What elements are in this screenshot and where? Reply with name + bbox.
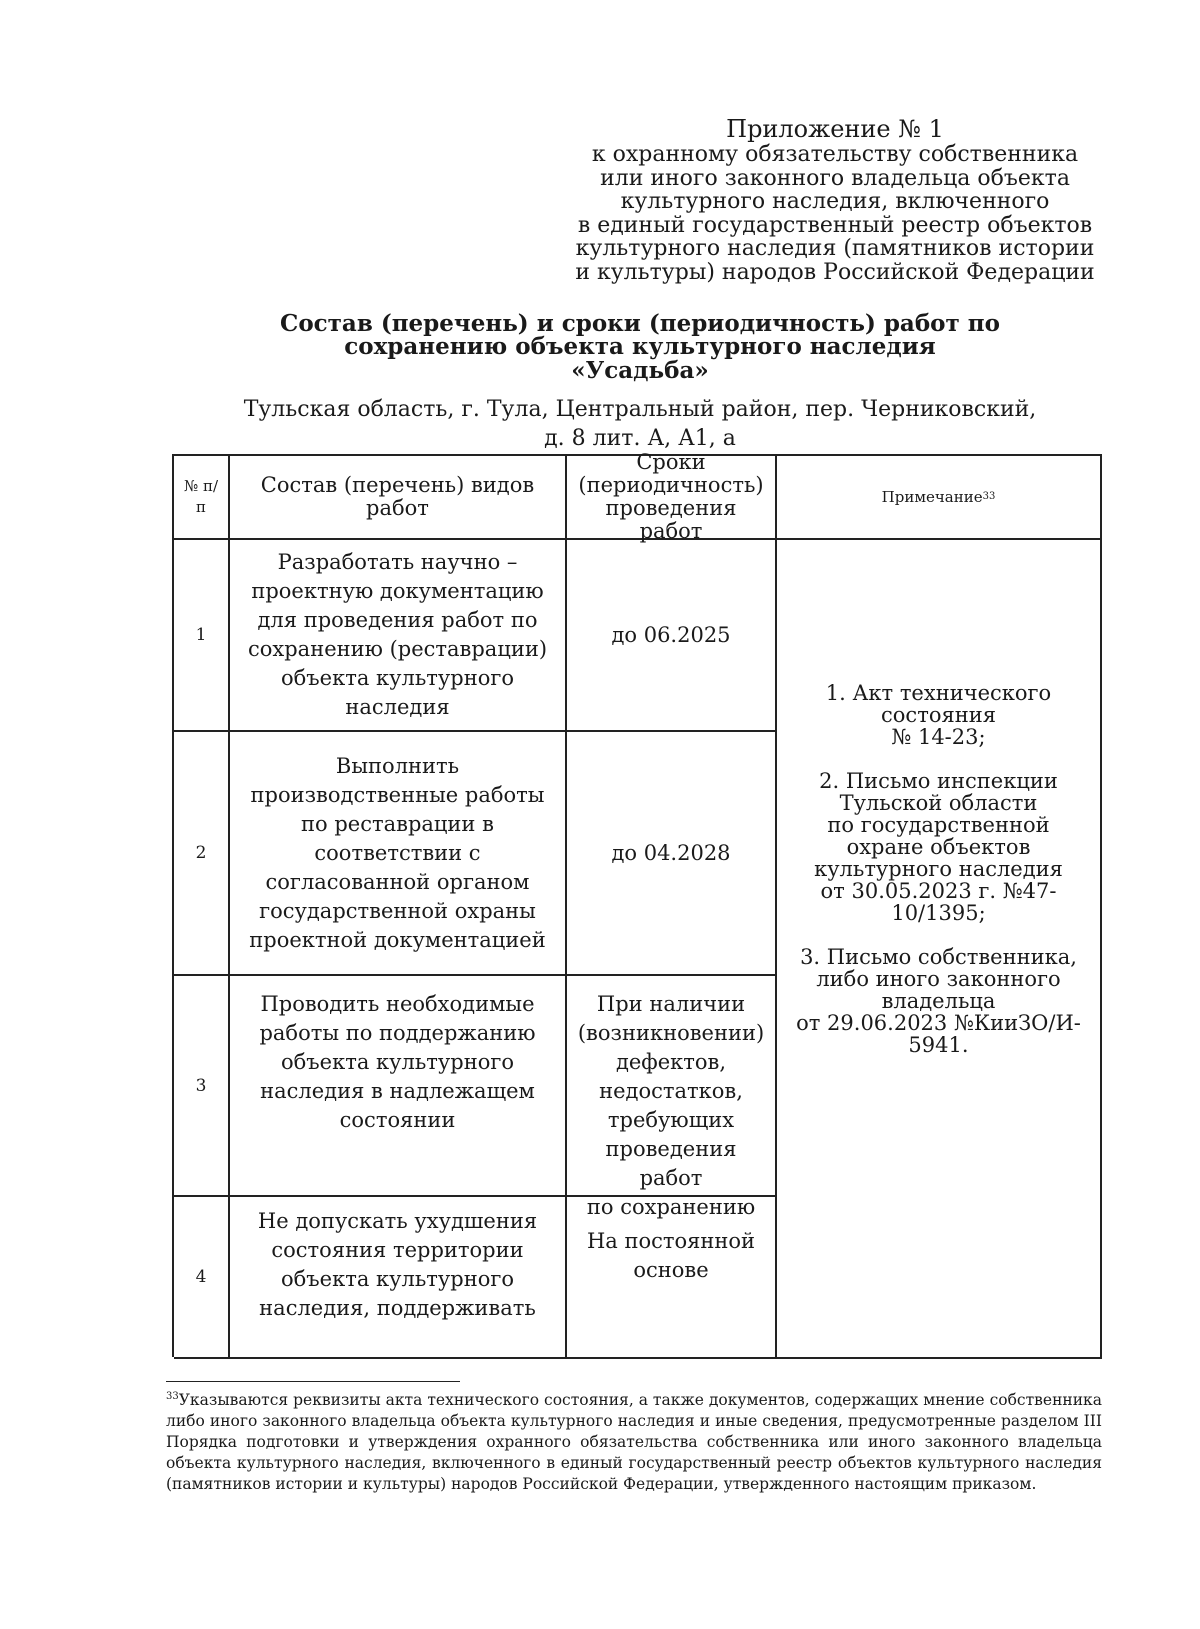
address-line-1: Тульская область, г. Тула, Центральный район, пер. Черниковский, [243, 397, 1037, 422]
object-name: «Усадьба» [571, 357, 709, 384]
document-title: Состав (перечень) и сроки (периодичность) работ по сохранению объекта культурного наследия [280, 310, 1000, 360]
row-4-terms: На постоянной основе [567, 1197, 777, 1359]
document-title-block [150, 312, 1130, 382]
note-cell: 1. Акт технического состояния № 14-23; 2. Письмо инспекции Тульской области по государственной охране объектов культурного наследия от 30.05.2023 г. №47- 10/1395; 3. Письмо собственника, либо иного законного владельца от 29.06.2023 №КииЗО/И- 5941. [777, 540, 1102, 1359]
row-3-num: 3 [174, 976, 230, 1197]
appendix-header [560, 116, 1110, 284]
appendix-text: к охранному обязательству собственника или иного законного владельца объекта культурного наследия, включенного в единый государственный реестр объектов культурного наследия (памятников истории и культуры) народов Российской Федерации [575, 142, 1095, 285]
header-note-label: Примечание [881, 487, 983, 506]
footnote [166, 1390, 1102, 1495]
row-2-num: 2 [174, 732, 230, 976]
row-2-works: Выполнить производственные работы по реставрации в соответствии с согласованной органом государственной охраны проектной документацией [230, 732, 567, 976]
address-line-2: д. 8 лит. А, А1, а [544, 426, 736, 451]
row-4-num: 4 [174, 1197, 230, 1359]
appendix-title: Приложение № 1 [726, 115, 944, 143]
footnote-separator [166, 1381, 460, 1382]
row-3-terms: При наличии (возникновении) дефектов, недостатков, требующих проведения работ по сохранению [567, 976, 777, 1197]
header-works: Состав (перечень) видов работ [230, 456, 567, 540]
row-1-num: 1 [174, 540, 230, 732]
footnote-text: Указываются реквизиты акта технического состояния, а также документов, содержащих мнение собственника либо иного законного владельца объекта культурного наследия и иные сведения, предусмотренные разделом III Порядка подготовки и утверждения охранного обязательства собственника или иного законного владельца объекта культурного наследия, включенного в единый государственный реестр объектов культурного наследия (памятников истории и культуры) народов Российской Федерации, утвержденного настоящим приказом. [166, 1391, 1102, 1493]
row-3-works: Проводить необходимые работы по поддержанию объекта культурного наследия в надлежащем состоянии [230, 976, 567, 1197]
footnote-ref: 33 [166, 1390, 179, 1402]
object-address [150, 395, 1130, 453]
works-table [172, 450, 1102, 1357]
row-1-works: Разработать научно – проектную документацию для проведения работ по сохранению (реставрации) объекта культурного наследия [230, 540, 567, 732]
header-note: Примечание 33 [777, 456, 1102, 540]
header-num: № п/ п [174, 456, 230, 540]
row-1-terms: до 06.2025 [567, 540, 777, 732]
row-2-terms: до 04.2028 [567, 732, 777, 976]
row-4-works: Не допускать ухудшения состояния территории объекта культурного наследия, поддерживать [230, 1197, 567, 1359]
header-terms: Сроки (периодичность) проведения работ [567, 456, 777, 540]
